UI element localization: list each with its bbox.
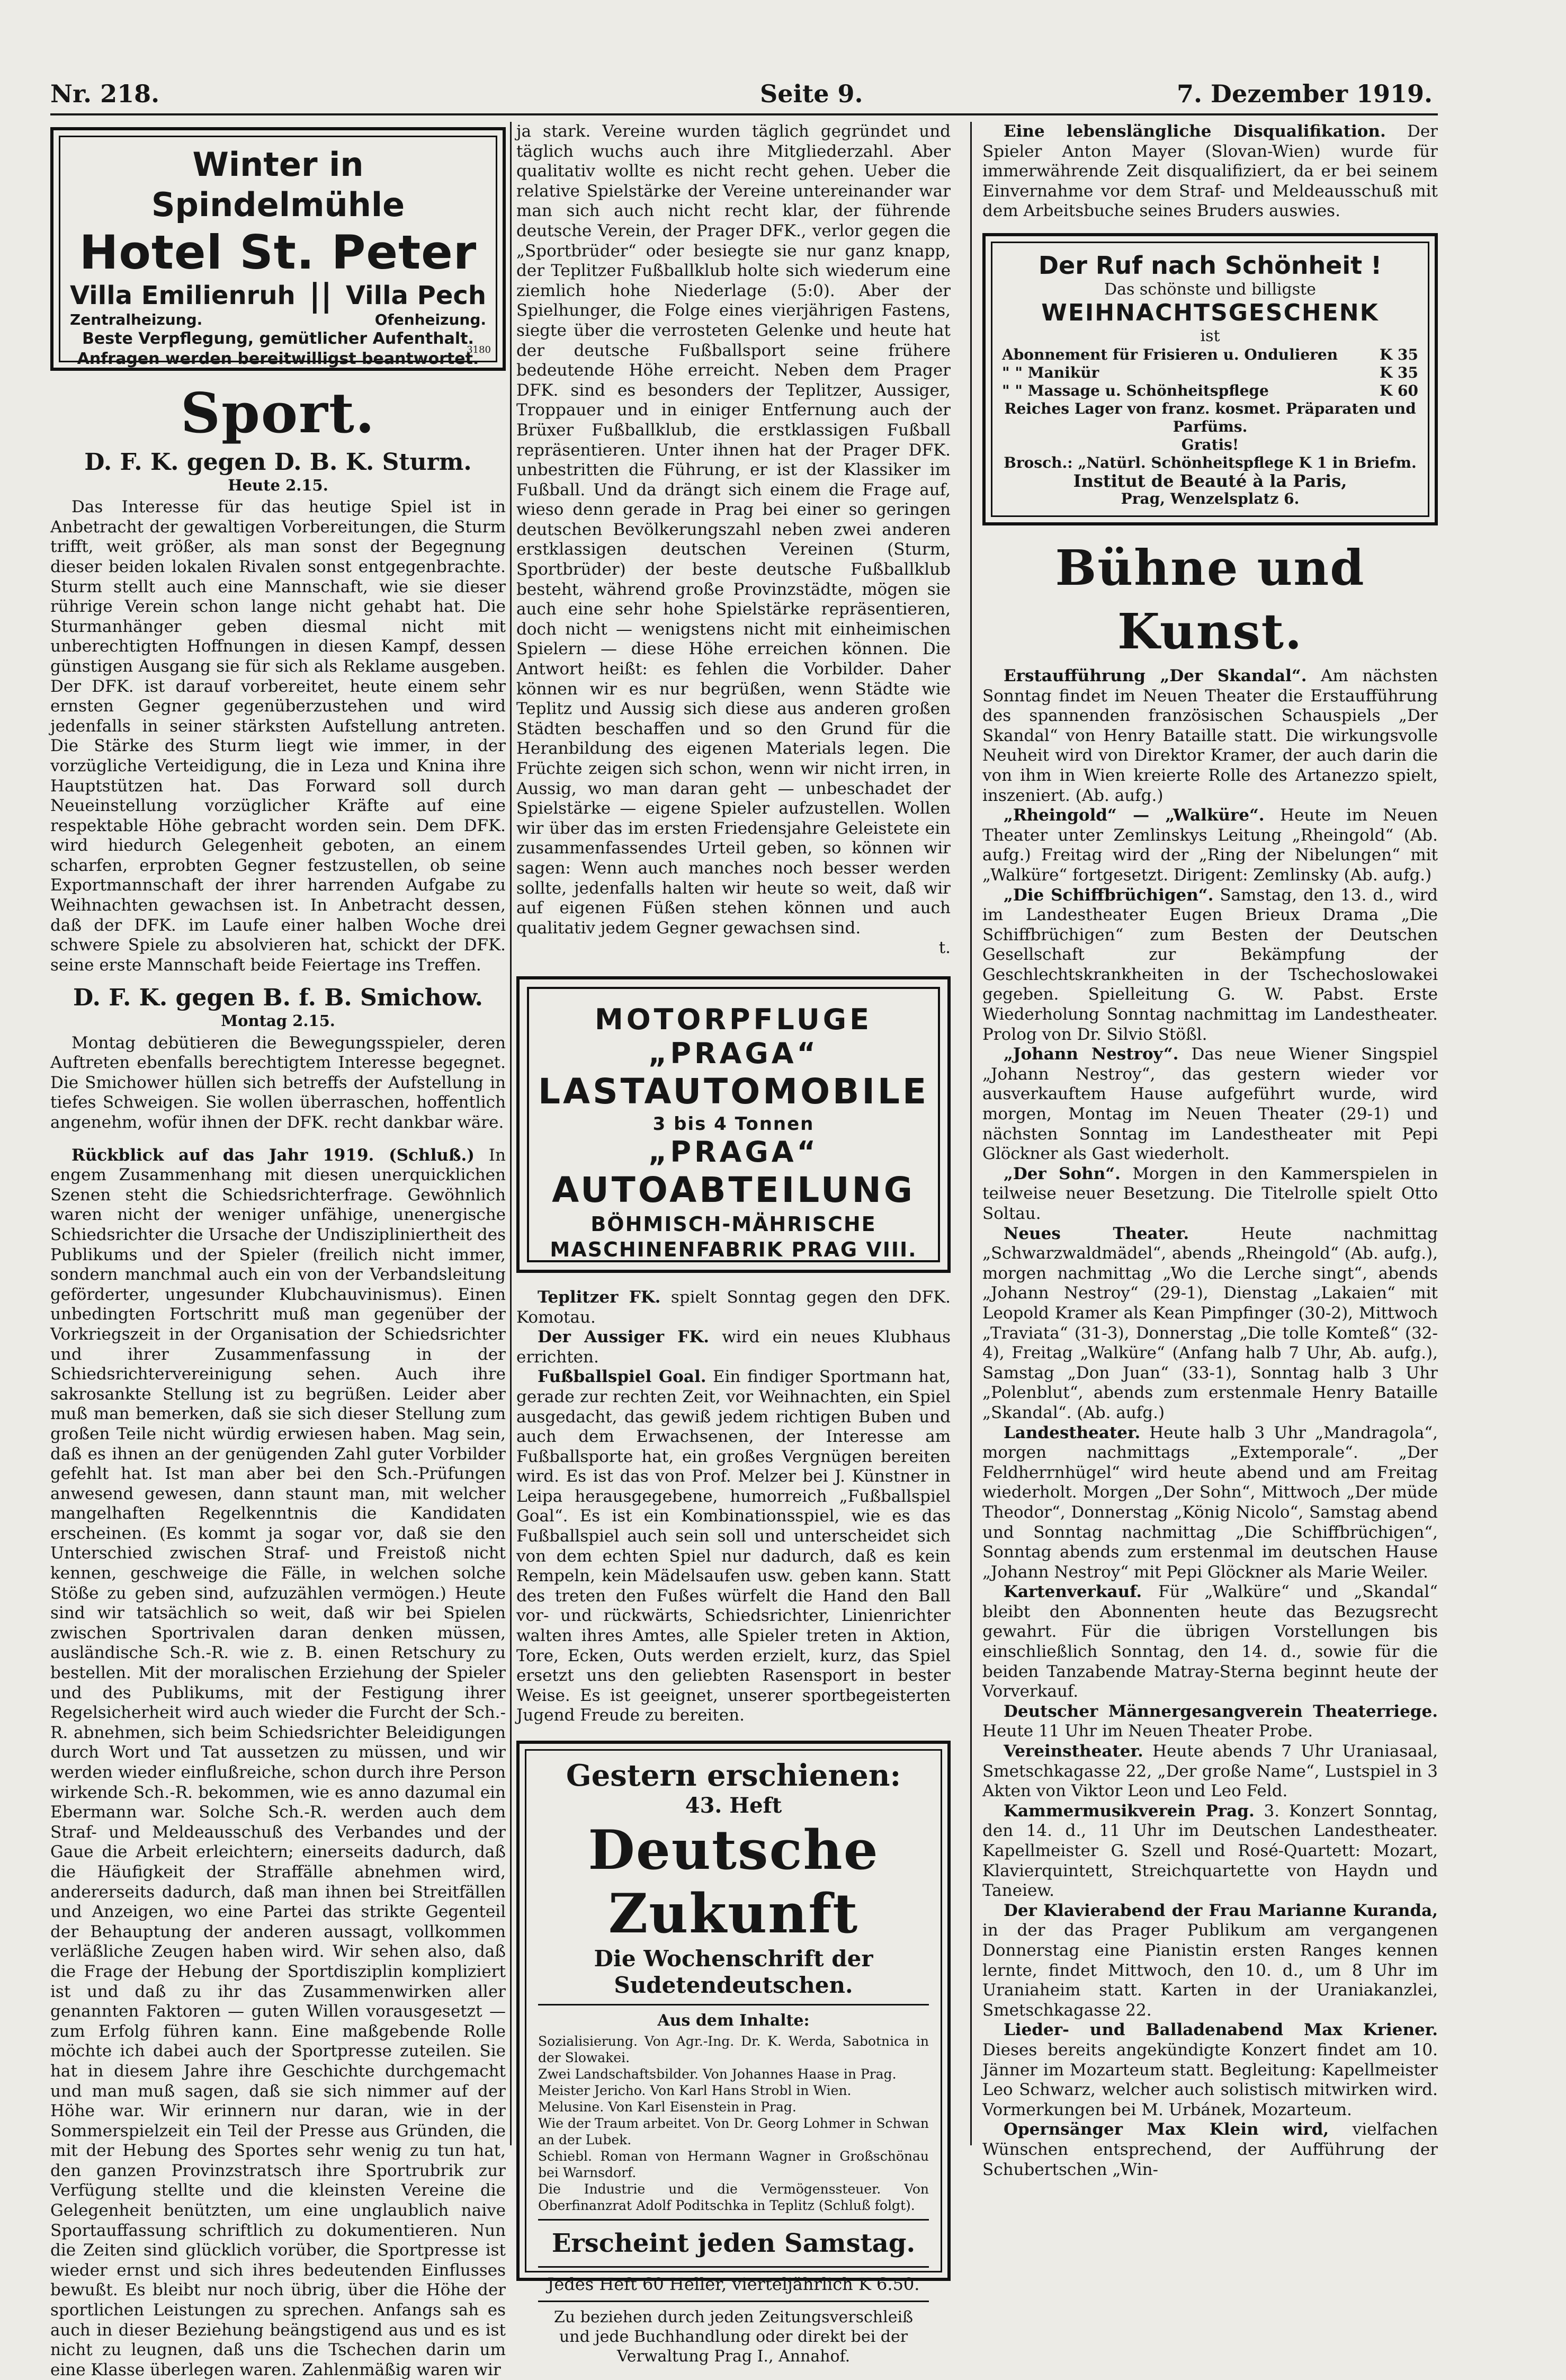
article-paragraph: ja stark. Vereine wurden täglich gegründet und täglich wuchs auch ihre Mitgliederzahl. Aber qualitativ wollte es nicht recht gehen. Ueber die relative Spielstärke der Vereine untereinander war man sich auch nicht recht klar, der führende deutsche Verein, der Prager DFK., verlor gegen die „Sportbrüder“ oder besiegte sie nur ganz knapp, der Teplitzer Fußballklub holte sich wiederum eine ziemlich hohe Niederlage (5:0). Aber der Spielhunger, die Folge eines vierjährigen Fastens, siegte über die verrosteten Gelenke und heute hat der deutsche Fußballsport seine frühere bedeutende Höhe erreicht. Neben dem Prager DFK. sind es besonders der Teplitzer, Aussiger, Troppauer und in einiger Entfernung auch der Brüxer Fußballklub, die erstklassigen Fußball repräsentieren. Unter ihnen hat der Prager DFK. unbestritten die Führung, er ist der Klassiker im Fußball. Und da drängt sich einem die Frage auf, wieso denn gerade in Prag bei einer so geringen deutschen Bevölkerungszahl neben zwei anderen erstklassigen deutschen Vereinen (Sturm, Sportbrüder) der beste deutsche Fußballklub besteht, während große Provinzstädte, mögen sie auch eine sehr hohe Spielstärke repräsentieren, doch nicht — wenigstens nicht mit einheimischen Spielern — diese Höhe erreichen können. Die Antwort heißt: es fehlen die Vorbilder. Daher können wir es nur begrüßen, wenn Städte wie Teplitz und Aussig sich diese aus anderen großen Städten beschaffen und so den Grund für die Heranbildung des eigenen Materials legen. Die Früchte zeigen sich schon, wenn wir nicht irren, in Aussig, wo man daran geht — unbeschadet der Spielstärke — eigene Spieler aufzustellen. Wollen wir über das im ersten Friedensjahre Geleistete ein zusammenfassendes Urteil geben, so können wir sagen: Wenn auch manches noch besser werden sollte, jedenfalls halten wir heute so weit, daß wir auf eigenen Füßen stehen können und auch qualitativ jedem Gegner gewachsen sind. <box>516 122 951 938</box>
ad-praga-line3: LASTAUTOMOBILE <box>538 1071 929 1112</box>
ad-ruf-offer: " " Massage u. Schönheitspflege <box>1002 381 1269 399</box>
ad-hotel-villa1: Villa Emilienruh <box>70 281 296 310</box>
stage-notice <box>982 1582 1438 1702</box>
stage-notice-text: Heute 11 Uhr im Neuen Theater Probe. <box>982 1722 1313 1741</box>
ad-hotel-name: Hotel St. Peter <box>79 225 477 280</box>
ad-praga-line8: MASCHINENFABRIK PRAG VIII. <box>550 1237 917 1261</box>
stage-notice-text: vielfachen Wünschen entsprechend, der Aufführung der Schubertschen „Win- <box>982 2120 1438 2179</box>
stage-notice-keyword: Der Klavierabend der Frau Marianne Kuranda, <box>1004 1901 1438 1920</box>
stage-notice-text: Heute abends 7 Uhr Uraniasaal, Smetschkagasse 22, „Der große Name“, Lustspiel in 3 Akten von Viktor Leon und Leo Feld. <box>982 1742 1438 1801</box>
stage-notice-keyword: Deutscher Männergesangverein Theaterriege. <box>1004 1701 1438 1721</box>
stage-notice-keyword: Opernsänger Max Klein wird, <box>1004 2120 1329 2140</box>
article-paragraph <box>50 1146 506 2380</box>
stage-notice-keyword: Landestheater. <box>1004 1423 1141 1442</box>
stage-notice-text: Morgen in den Kammerspielen in teilweise neuer Besetzung. Die Titelrolle spielt Otto Soltau. <box>982 1164 1438 1223</box>
page-number: Seite 9. <box>760 79 863 108</box>
stage-notice-text: Samstag, den 13. d., wird im Landestheater Eugen Brieux Drama „Die Schiffbrüchigen“ zum Besten der Deutschen Gesellschaft zur Bekämpfung der Geschlechtskrankheiten in der Tschechoslowakei gegeben. Spielleitung G. W. Pabst. Erste Wiederholung Sonntag nachmittag im Landestheater. Prolog von Dr. Silvio Stößl. <box>982 885 1438 1044</box>
stage-notice <box>982 806 1438 885</box>
ad-hotel-number: 3180 <box>467 344 491 356</box>
column-rule-2 <box>970 122 972 2145</box>
ad-dz-rule <box>538 2301 929 2302</box>
ad-hotel-slogan2: Anfragen werden bereitwilligst beantwortet. <box>77 350 479 368</box>
stage-notice <box>982 666 1438 806</box>
stage-notice-text: 3. Konzert Sonntag, den 14. d., 11 Uhr im Deutschen Landestheater. Kapellmeister G. Szell und Rosé-Quartett: Mozart, Klavierquintett, Streichquartette von Haydn und Taneiew. <box>982 1801 1438 1901</box>
section-title-buehne: Bühne und Kunst. <box>1055 539 1365 660</box>
news-keyword: Teplitzer FK. <box>538 1287 661 1307</box>
ad-praga-line5: „PRAGA“ <box>648 1135 819 1169</box>
news-keyword: Der Aussiger FK. <box>538 1327 710 1347</box>
ad-ruf-brochure: Brosch.: „Natürl. Schönheitspflege K 1 in Briefm. <box>1004 453 1417 471</box>
ad-dz-toc-item: Schiebl. Roman von Hermann Wagner in Großschönau bei Warnsdorf. <box>538 2148 929 2180</box>
ad-hotel-heat1: Zentralheizung. <box>70 311 203 328</box>
ad-ruf-address: Prag, Wenzelsplatz 6. <box>1121 489 1300 507</box>
article-signature: t. <box>938 938 951 958</box>
news-item <box>516 1288 951 1327</box>
ad-dz-toc-item: Meister Jericho. Von Karl Hans Strobl in Wien. <box>538 2082 852 2098</box>
stage-notice-keyword: Lieder- und Balladenabend Max Kriener. <box>1004 2020 1438 2040</box>
news-text: Ein findiger Sportmann hat, gerade zur rechten Zeit, vor Weihnachten, ein Spiel ausgedacht, das gewiß jedem richtigen Buben und auch dem Erwachsenen, der Interesse am Fußballsporte hat, ein großes Vergnügen bereiten wird. Es ist das von Prof. Melzer bei J. Künstner in Leipa herausgegebene, humorreich „Fußballspiel Goal“. Es ist ein Kombinationsspiel, wie es das Fußballspiel auch sein soll und unterscheidet sich von dem echten Spiel nur dadurch, daß es kein Rempeln, kein Mädelsaufen usw. geben kann. Statt des treten den Fußes würfelt die Hand den Ball vor- und rückwärts, Schiedsrichter, Linienrichter walten ihres Amtes, alle Spieler treten in Aktion, Tore, Ecken, Outs werden erzielt, kurz, das Spiel ersetzt uns den geliebten Rasensport in bester Weise. Es ist geeignet, unserer sportbegeisterten Jugend Freude zu bereiten. <box>516 1367 951 1725</box>
ad-dz-rule <box>538 2219 929 2221</box>
ad-dz-toc-item: Sozialisierung. Von Agr.-Ing. Dr. K. Werda, Sabotnica in der Slowakei. <box>538 2033 929 2065</box>
ad-hotel-st-peter <box>50 127 506 371</box>
ad-dz-frequency: Erscheint jeden Samstag. <box>551 2228 916 2258</box>
ad-hotel-villa2: Villa Pech <box>345 281 486 310</box>
stage-notice-keyword: „Der Sohn“. <box>1004 1164 1121 1183</box>
news-item <box>982 122 1438 221</box>
ad-ruf-ist: ist <box>1200 326 1220 345</box>
stage-notice-text: Heute nachmittag „Schwarzwaldmädel“, abends „Rheingold“ (Ab. aufg.), morgen nachmittag „Wo die Lerche singt“, abends „Johann Nestroy“ (29-1), Dienstag „Lakaien“ mit Leopold Kramer als Kean Pimpfinger (30-2), Mittwoch „Traviata“ (31-3), Donnerstag „Die tolle Komteß“ (32-4), Freitag „Walküre“ (Anfang halb 7 Uhr, Ab. aufg.), Samstag „Don Juan“ (33-1), Sonntag halb 3 Uhr „Polenblut“, abends zum erstenmale Henry Bataille „Skandal“. (Ab. aufg.) <box>982 1224 1438 1422</box>
stage-notice <box>982 1224 1438 1423</box>
stage-notice <box>982 1045 1438 1164</box>
news-text: spielt Sonntag gegen den DFK. Komotau. <box>516 1287 951 1327</box>
stage-notice-text: in der das Prager Publikum am vergangenen Donnerstag eine Pianistin ersten Ranges kennen lernte, findet Mittwoch, den 10. d., um 8 Uhr im Uraniaheim statt. Karten in der Uraniakanzlei, Smetschkagasse 22. <box>982 1921 1438 2020</box>
ad-dz-line2: 43. Heft <box>685 1793 782 1818</box>
stage-notice-text: Heute im Neuen Theater unter Zemlinskys Leitung „Rheingold“ (Ab. aufg.) Freitag wird der „Ring der Nibelungen“ mit „Walküre“ fortgesetzt. Dirigent: Zemlinsky (Ab. aufg.) <box>982 806 1438 885</box>
ad-dz-toc-heading: Aus dem Inhalte: <box>657 2011 810 2030</box>
stage-notice <box>982 2120 1438 2180</box>
stage-notice <box>982 1901 1438 2021</box>
header-rule <box>50 113 1438 115</box>
ad-deutsche-zukunft <box>516 1741 951 2366</box>
stage-notice <box>982 886 1438 1045</box>
ad-ruf-price: K 35 <box>1379 363 1418 381</box>
ad-ruf-institute: Institut de Beauté à la Paris, <box>1073 470 1347 491</box>
ad-hotel-line1: Winter in Spindelmühle <box>151 145 405 224</box>
stage-notice <box>982 1423 1438 1583</box>
news-text: wird ein neues Klubhaus errichten. <box>516 1327 951 1367</box>
page-header <box>50 79 1433 127</box>
column-3 <box>982 122 1438 2180</box>
issue-number: Nr. 218. <box>50 79 160 108</box>
news-keyword: Eine lebenslängliche Disqualifikation. <box>1004 122 1386 141</box>
article-heading: D. F. K. gegen D. B. K. Sturm. <box>84 449 472 476</box>
article-heading: D. F. K. gegen B. f. B. Smichow. <box>73 984 483 1012</box>
article-paragraph: Das Interesse für das heutige Spiel ist in Anbetracht der gewaltigen Vorbereitungen, die Sturm trifft, weit größer, als man sonst der Begegnung dieser beiden lokalen Rivalen sonst entgegenbrachte. Sturm stellt auch eine Mannschaft, wie sie dieser rührige Verein schon lange nicht gehabt hat. Die Sturmanhänger geben diesmal nicht mit unberechtigten Hoffnungen in diesen Kampf, dessen günstigen Ausgang sie für sich als Reklame ausgeben. Der DFK. ist darauf vorbereitet, heute einem sehr ernsten Gegner gegenüberzustehen und wird jedenfalls in seiner stärksten Aufstellung antreten. Die Stärke des Sturm liegt wie immer, in der vorzügliche Verteidigung, die in Leza und Knina ihre Hauptstützen hat. Das Forward soll durch Neueinstellung vorzüglicher Kräfte auf eine respektable Höhe gebracht worden sein. Dem DFK. wird hiedurch Gelegenheit geboten, an einem scharfen, erprobten Gegner festzustellen, ob seine Exportmannschaft der ihrer harrenden Aufgabe zu Weihnachten gewachsen ist. In Anbetracht dessen, daß der DFK. im Laufe einer halben Woche drei schwere Spiele zu absolvieren hat, schickt der DFK. seine erste Mannschaft beide Feiertage ins Treffen. <box>50 497 506 975</box>
stage-notice-keyword: Kammermusikverein Prag. <box>1004 1801 1255 1821</box>
news-keyword: Fußballspiel Goal. <box>538 1367 706 1387</box>
ad-ruf-offer: Abonnement für Frisieren u. Ondulieren <box>1002 345 1338 363</box>
ad-dz-price: Jedes Heft 60 Heller, vierteljährlich K 6.50. <box>547 2274 920 2294</box>
article-paragraph: Montag debütieren die Bewegungsspieler, deren Auftreten ebenfalls berechtigtem Interesse begegnet. Die Smichower hüllen sich betreffs der Aufstellung in tiefes Schweigen. Sie wollen überraschen, hoffentlich angenehm, wofür ihnen der DFK. recht dankbar wäre. <box>50 1033 506 1132</box>
news-item <box>516 1367 951 1726</box>
stage-notice <box>982 1164 1438 1224</box>
ad-ruf-sub: Das schönste und billigste <box>1104 280 1316 299</box>
column-1 <box>50 122 506 2380</box>
news-text: Der Spieler Anton Mayer (Slovan-Wien) wurde für immerwährende Zeit disqualifiziert, da er bei seinem Einvernahme vor dem Straf- und Meldeausschuß mit dem Arbeitsbuche seines Bruders auswies. <box>982 122 1438 221</box>
stage-notice-text: Für „Walküre“ und „Skandal“ bleibt den Abonnenten heute das Bezugsrecht gewahrt. Für die übrigen Vorstellungen bis einschließlich Sonntag, den 14. d., sowie für die beiden Tanzabende Matray-Sterna beginnt heute der Vorverkauf. <box>982 1582 1438 1701</box>
issue-date: 7. Dezember 1919. <box>1177 79 1433 108</box>
stage-notice-keyword: „Die Schiffbrüchigen“. <box>1004 885 1214 905</box>
stage-notice-text: Heute halb 3 Uhr „Mandragola“, morgen nachmittags „Extemporale“. „Der Feldherrnhügel“ wird heute abend und am Freitag wiederholt. Morgen „Der Sohn“, Mittwoch „Der müde Theodor“, Donnerstag „König Nicolo“, Samstag abend und Sonntag nachmittag „Die Schiffbrüchigen“, Sonntag abends zum erstenmal im deutschen Hause „Johann Nestroy“ mit Pepi Glöckner als Marie Weiler. <box>982 1423 1438 1582</box>
stage-notice <box>982 1802 1438 1901</box>
ad-ruf-price: K 60 <box>1379 381 1418 399</box>
ad-praga-line4: 3 bis 4 Tonnen <box>652 1113 815 1135</box>
section-title-sport: Sport. <box>180 380 376 445</box>
stage-notice-text: Am nächsten Sonntag findet im Neuen Theater die Erstaufführung des spannenden französischen Schauspiels „Der Skandal“ von Henry Bataille statt. Die wirkungsvolle Neuheit wird von Direktor Kramer, der auch darin die von ihm in Wien kreierte Rolle des Artanezzo spielt, inszeniert. (Ab. aufg.) <box>982 666 1438 805</box>
ad-dz-toc-item: Zwei Landschaftsbilder. Von Johannes Haase in Prag. <box>538 2066 897 2082</box>
column-2 <box>516 122 951 2366</box>
stage-notice-keyword: Kartenverkauf. <box>1004 1582 1142 1602</box>
ad-praga-line6: AUTOABTEILUNG <box>552 1169 915 1210</box>
ad-ruf-gratis: Gratis! <box>1181 435 1239 453</box>
stage-notice-keyword: Erstaufführung „Der Skandal“. <box>1004 666 1307 685</box>
ad-hotel-heat2: Ofenheizung. <box>374 311 486 328</box>
stage-notice-keyword: „Rheingold“ — „Walküre“. <box>1004 806 1265 825</box>
article-keyword: Rückblick auf das Jahr 1919. (Schluß.) <box>71 1145 475 1165</box>
ad-ruf-offer: " " Manikür <box>1002 363 1099 381</box>
ad-dz-footer: Zu beziehen durch jeden Zeitungsverschleiß und jede Buchhandlung oder direkt bei der Verwaltung Prag I., Annahof. <box>553 2307 914 2366</box>
ad-dz-title: Deutsche Zukunft <box>588 1819 879 1946</box>
column-rule-1 <box>510 122 512 2145</box>
ad-hotel-slogan1: Beste Verpflegung, gemütlicher Aufenthalt. <box>82 329 474 348</box>
stage-notice-keyword: Vereinstheater. <box>1004 1742 1143 1761</box>
stage-notice <box>982 2020 1438 2120</box>
ad-dz-toc-item: Wie der Traum arbeitet. Von Dr. Georg Lohmer in Schwan an der Lubek. <box>538 2115 929 2147</box>
ad-ruf-stock: Reiches Lager von franz. kosmet. Präparaten und Parfüms. <box>1004 399 1416 435</box>
ad-ruf-big: WEIHNACHTSGESCHENK <box>1041 299 1379 326</box>
ad-praga-line1: MOTORPFLUGE <box>595 1002 872 1036</box>
stage-notice-keyword: Neues Theater. <box>1004 1224 1189 1243</box>
ad-dz-toc-item: Die Industrie und die Vermögenssteuer. Von Oberfinanzrat Adolf Poditschka in Teplitz (Schluß folgt). <box>538 2181 929 2213</box>
news-item <box>516 1327 951 1367</box>
article-text: In engem Zusammenhang mit diesen unerquicklichen Szenen steht die Schiedsrichterfrage. Gewöhnlich waren nicht der weniger unfähige, unenergische Schiedsrichter die Ursache der Undiszipliniertheit des Publikums und der Spieler (freilich nicht immer, sondern manchmal auch ein von der Verbandsleitung geförderter, ungesunder Klubchauvinismus). Einen unbedingten Fortschritt muß man gegenüber der Vorkriegszeit in der Organisation der Schiedsrichter und ihrer Zusammenfassung in der Schiedsrichtervereinigung sehen. Auch ihre sakrosankte Stellung ist zu begrüßen. Leider aber muß man bemerken, daß sie sich dieser Stellung zum großen Teile nicht würdig erwiesen haben. Mag sein, daß es ihnen an der genügenden Zahl guter Vorbilder gefehlt hat. Ist man aber bei den Sch.-Prüfungen anwesend gewesen, dann staunt man, mit welcher mangelhaften Regelkenntnis die Kandidaten erscheinen. (Es kommt ja sogar vor, daß sie den Unterschied zwischen Straf- und Freistoß nicht kennen, geschweige die Fälle, in welchen solche Stöße zu geben sind, aufzuzählen vermögen.) Heute sind wir tatsächlich so weit, daß wir bei Spielen zwischen Sportrivalen daran denken müssen, ausländische Sch.-R. wie z. B. einen Retschury zu bestellen. Mit der moralischen Erziehung der Spieler und des Publikums, mit der Festigung ihrer Regelsicherheit wird auch wieder die Furcht der Sch.-R. abnehmen, sich beim Schiedsrichter Beleidigungen durch Wort und Tat aussetzen zu müssen, und wir werden wieder einflußreiche, schon durch ihre Person wirkende Sch.-R. bekommen, wie es anno dazumal ein Ebermann war. Solche Sch.-R. werden auch dem Straf- und Meldeausschuß des Verbandes und der Gaue die Arbeit erleichtern; einerseits dadurch, daß die Häufigkeit der Straffälle abnehmen wird, andererseits dadurch, daß man ihnen bei Streitfällen und Anzeigen, wo eine Partei das strikte Gegenteil der Behauptung der anderen aussagt, vollkommen verläßliche Zeugen haben wird. Wir sehen also, daß die Frage der Hebung der Sportdisziplin kompliziert ist und daß zu ihr das Zusammenwirken aller genannten Faktoren — guten Willen vorausgesetzt — zum Erfolg führen kann. Eine maßgebende Rolle möchte ich dabei auch der Sportpresse zuteilen. Sie hat in diesem Jahre ihre Geschichte durchgemacht und man muß sagen, daß sie sich nimmer auf der Höhe war. Wir erinnern nur daran, wie in der Sommerspielzeit ein Teil der Presse aus Gründen, die mit der Hebung des Sportes sehr wenig zu tun hat, den ganzen Provinzstratsch ihre Sportrubrik zur Verfügung stellte und die kleinsten Vereine die Gelegenheit benützten, um eine unglaublich naive Sportauffassung schriftlich zu dokumentieren. Nun die Zeiten sind glücklich vorüber, die Sportpresse ist wieder ernst und sich ihres bedeutenden Einflusses bewußt. Es bleibt nur noch übrig, über die Höhe der sportlichen Leistungen zu sprechen. Anfangs sah es auch in dieser Beziehung beängstigend aus und es ist nicht zu leugnen, daß uns die Tschechen darin um eine Klasse überlegen waren. Zahlenmäßig waren wir <box>50 1145 506 2379</box>
ad-hotel-separator: || <box>309 277 333 314</box>
ad-dz-subtitle: Die Wochenschrift der Sudetendeutschen. <box>594 1946 873 1998</box>
ad-praga <box>516 976 951 1273</box>
stage-notice-keyword: „Johann Nestroy“. <box>1004 1045 1179 1064</box>
ad-praga-line7: BÖHMISCH-MÄHRISCHE <box>590 1212 876 1236</box>
ad-ruf-price: K 35 <box>1379 345 1418 363</box>
ad-ruf-nach-schoenheit <box>982 233 1438 525</box>
ad-praga-line2: „PRAGA“ <box>648 1036 819 1070</box>
stage-notice-text: Das neue Wiener Singspiel „Johann Nestroy“, das gestern wieder vor ausverkauftem Hause aufgeführt wurde, wird morgen, Montag im Neuen Theater (29-1) und nächsten Sonntag im Landestheater mit Pepi Glöckner als Gast wiederholt. <box>982 1045 1438 1164</box>
stage-notices <box>982 666 1438 2180</box>
ad-dz-line1: Gestern erschienen: <box>566 1758 901 1793</box>
article-dateline: Montag 2.15. <box>221 1012 335 1030</box>
ad-dz-rule <box>538 2266 929 2268</box>
stage-notice <box>982 1742 1438 1802</box>
ad-dz-toc-item: Melusine. Von Karl Eisenstein in Prag. <box>538 2099 797 2115</box>
stage-notice-text: Dieses bereits angekündigte Konzert findet am 10. Jänner im Mozarteum statt. Begleitung: Kapellmeister Leo Schwarz, welcher auch solistisch mitwirken wird. Vormerkungen bei M. Urbánek, Mozarteum. <box>982 2040 1438 2119</box>
article-dateline: Heute 2.15. <box>228 476 328 494</box>
ad-dz-rule <box>538 2004 929 2005</box>
stage-notice <box>982 1702 1438 1742</box>
ad-ruf-title: Der Ruf nach Schönheit ! <box>1038 251 1382 280</box>
